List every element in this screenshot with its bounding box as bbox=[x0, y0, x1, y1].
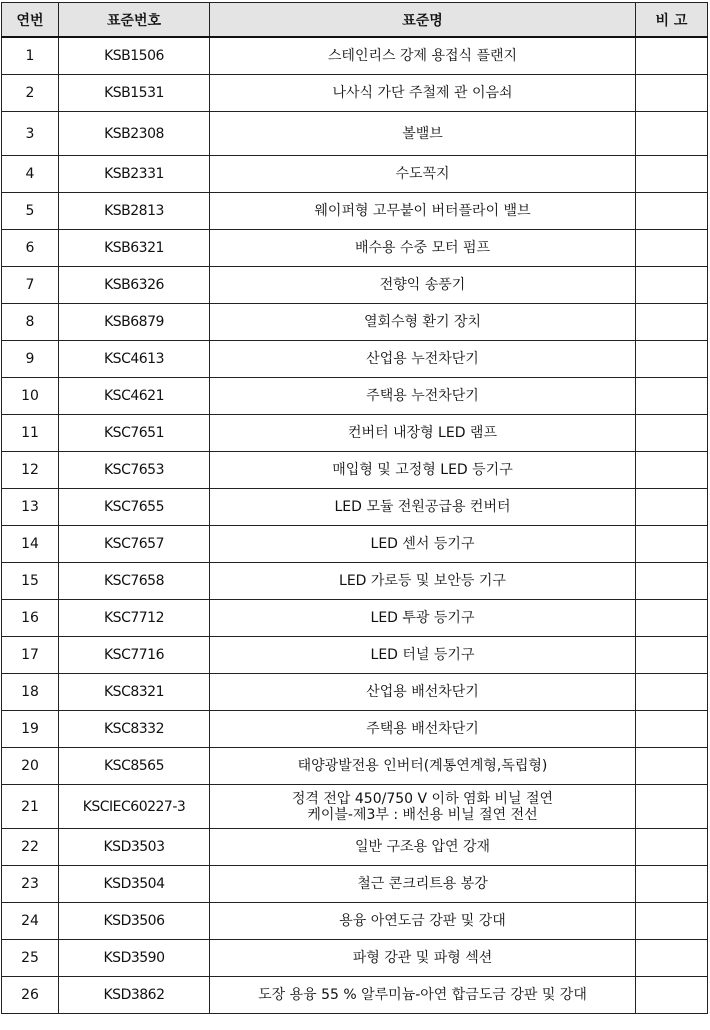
row-no: 12 bbox=[2, 452, 59, 489]
row-no: 19 bbox=[2, 711, 59, 748]
row-note bbox=[636, 193, 708, 230]
row-note bbox=[636, 341, 708, 378]
row-note bbox=[636, 637, 708, 674]
row-no: 15 bbox=[2, 563, 59, 600]
row-code: KSB2308 bbox=[59, 112, 210, 156]
row-note bbox=[636, 940, 708, 977]
row-code: KSC4621 bbox=[59, 378, 210, 415]
table-row bbox=[2, 267, 708, 304]
header-note: 비 고 bbox=[636, 3, 708, 38]
table-body bbox=[2, 37, 708, 1014]
row-no: 13 bbox=[2, 489, 59, 526]
row-name: 수도꼭지 bbox=[210, 156, 636, 193]
row-no: 18 bbox=[2, 674, 59, 711]
row-code: KSD3590 bbox=[59, 940, 210, 977]
row-note bbox=[636, 903, 708, 940]
row-no: 24 bbox=[2, 903, 59, 940]
row-name: LED 모듈 전원공급용 컨버터 bbox=[210, 489, 636, 526]
row-name bbox=[210, 785, 636, 829]
row-no: 16 bbox=[2, 600, 59, 637]
table-row bbox=[2, 452, 708, 489]
row-note bbox=[636, 415, 708, 452]
row-name: 파형 강관 및 파형 섹션 bbox=[210, 940, 636, 977]
row-name: 배수용 수중 모터 펌프 bbox=[210, 230, 636, 267]
row-note bbox=[636, 977, 708, 1014]
row-name: 볼밸브 bbox=[210, 112, 636, 156]
header-row bbox=[2, 3, 708, 38]
table-row bbox=[2, 940, 708, 977]
row-code: KSC7716 bbox=[59, 637, 210, 674]
row-code: KSB6879 bbox=[59, 304, 210, 341]
standards-table bbox=[1, 2, 708, 1014]
row-no: 22 bbox=[2, 829, 59, 866]
row-name: 스테인리스 강제 용접식 플랜지 bbox=[210, 37, 636, 75]
row-name: 일반 구조용 압연 강재 bbox=[210, 829, 636, 866]
row-code: KSB6326 bbox=[59, 267, 210, 304]
row-code: KSC4613 bbox=[59, 341, 210, 378]
row-name: 나사식 가단 주철제 관 이음쇠 bbox=[210, 75, 636, 112]
row-no: 4 bbox=[2, 156, 59, 193]
table-row bbox=[2, 637, 708, 674]
table-row bbox=[2, 977, 708, 1014]
row-name-line2: 케이블-제3부 : 배선용 비닐 절연 전선 bbox=[307, 806, 538, 823]
row-no: 10 bbox=[2, 378, 59, 415]
row-name: 도장 용융 55 % 알루미늄-아연 합금도금 강판 및 강대 bbox=[210, 977, 636, 1014]
row-code: KSC8321 bbox=[59, 674, 210, 711]
table-row bbox=[2, 748, 708, 785]
row-name: 철근 콘크리트용 봉강 bbox=[210, 866, 636, 903]
row-code: KSB1506 bbox=[59, 37, 210, 75]
row-code: KSB6321 bbox=[59, 230, 210, 267]
table-row bbox=[2, 193, 708, 230]
row-note bbox=[636, 267, 708, 304]
row-name: 산업용 배선차단기 bbox=[210, 674, 636, 711]
row-note bbox=[636, 230, 708, 267]
row-note bbox=[636, 563, 708, 600]
row-name: 주택용 누전차단기 bbox=[210, 378, 636, 415]
table-row bbox=[2, 156, 708, 193]
row-no: 21 bbox=[2, 785, 59, 829]
table-row bbox=[2, 563, 708, 600]
row-code: KSC8565 bbox=[59, 748, 210, 785]
row-code: KSC7653 bbox=[59, 452, 210, 489]
row-no: 6 bbox=[2, 230, 59, 267]
row-name: 열회수형 환기 장치 bbox=[210, 304, 636, 341]
header-code: 표준번호 bbox=[59, 3, 210, 38]
row-name: 웨이퍼형 고무붙이 버터플라이 밸브 bbox=[210, 193, 636, 230]
table-row bbox=[2, 866, 708, 903]
row-code: KSC8332 bbox=[59, 711, 210, 748]
table-row bbox=[2, 341, 708, 378]
row-note bbox=[636, 452, 708, 489]
table-row bbox=[2, 37, 708, 75]
row-name: 매입형 및 고정형 LED 등기구 bbox=[210, 452, 636, 489]
row-code: KSD3506 bbox=[59, 903, 210, 940]
row-no: 23 bbox=[2, 866, 59, 903]
row-code: KSB2813 bbox=[59, 193, 210, 230]
header-no: 연번 bbox=[2, 3, 59, 38]
row-name: 주택용 배선차단기 bbox=[210, 711, 636, 748]
row-no: 17 bbox=[2, 637, 59, 674]
row-code: KSB1531 bbox=[59, 75, 210, 112]
row-code: KSC7657 bbox=[59, 526, 210, 563]
row-no: 20 bbox=[2, 748, 59, 785]
row-no: 8 bbox=[2, 304, 59, 341]
row-note bbox=[636, 785, 708, 829]
table-row bbox=[2, 903, 708, 940]
row-name: LED 투광 등기구 bbox=[210, 600, 636, 637]
row-note bbox=[636, 866, 708, 903]
table-row bbox=[2, 674, 708, 711]
row-note bbox=[636, 526, 708, 563]
row-no: 7 bbox=[2, 267, 59, 304]
row-note bbox=[636, 378, 708, 415]
row-no: 1 bbox=[2, 37, 59, 75]
table-row bbox=[2, 711, 708, 748]
row-no: 14 bbox=[2, 526, 59, 563]
table-row bbox=[2, 415, 708, 452]
row-note bbox=[636, 489, 708, 526]
table-row bbox=[2, 829, 708, 866]
row-name: 산업용 누전차단기 bbox=[210, 341, 636, 378]
row-code: KSD3862 bbox=[59, 977, 210, 1014]
header-name: 표준명 bbox=[210, 3, 636, 38]
table-row bbox=[2, 378, 708, 415]
row-name: 태양광발전용 인버터(계통연계형,독립형) bbox=[210, 748, 636, 785]
row-no: 11 bbox=[2, 415, 59, 452]
row-code: KSC7658 bbox=[59, 563, 210, 600]
table-row bbox=[2, 600, 708, 637]
row-note bbox=[636, 304, 708, 341]
row-no: 5 bbox=[2, 193, 59, 230]
row-name: LED 터널 등기구 bbox=[210, 637, 636, 674]
row-no: 2 bbox=[2, 75, 59, 112]
row-no: 26 bbox=[2, 977, 59, 1014]
table-row bbox=[2, 526, 708, 563]
row-code: KSB2331 bbox=[59, 156, 210, 193]
table-row bbox=[2, 489, 708, 526]
row-note bbox=[636, 112, 708, 156]
row-note bbox=[636, 674, 708, 711]
row-code: KSD3504 bbox=[59, 866, 210, 903]
row-note bbox=[636, 748, 708, 785]
row-code: KSC7651 bbox=[59, 415, 210, 452]
row-no: 25 bbox=[2, 940, 59, 977]
row-name: 전향익 송풍기 bbox=[210, 267, 636, 304]
row-no: 3 bbox=[2, 112, 59, 156]
row-name-line1: 정격 전압 450/750 V 이하 염화 비닐 절연 bbox=[291, 790, 554, 807]
row-name: 컨버터 내장형 LED 램프 bbox=[210, 415, 636, 452]
table-row bbox=[2, 785, 708, 829]
row-note bbox=[636, 829, 708, 866]
row-note bbox=[636, 156, 708, 193]
table-row bbox=[2, 304, 708, 341]
row-code: KSD3503 bbox=[59, 829, 210, 866]
row-note bbox=[636, 711, 708, 748]
row-note bbox=[636, 75, 708, 112]
row-name: LED 가로등 및 보안등 기구 bbox=[210, 563, 636, 600]
row-note bbox=[636, 600, 708, 637]
row-no: 9 bbox=[2, 341, 59, 378]
row-code: KSCIEC60227-3 bbox=[59, 785, 210, 829]
row-name: LED 센서 등기구 bbox=[210, 526, 636, 563]
table-row bbox=[2, 75, 708, 112]
row-code: KSC7712 bbox=[59, 600, 210, 637]
row-note bbox=[636, 37, 708, 75]
row-code: KSC7655 bbox=[59, 489, 210, 526]
row-name: 용융 아연도금 강판 및 강대 bbox=[210, 903, 636, 940]
table-row bbox=[2, 230, 708, 267]
table-row bbox=[2, 112, 708, 156]
